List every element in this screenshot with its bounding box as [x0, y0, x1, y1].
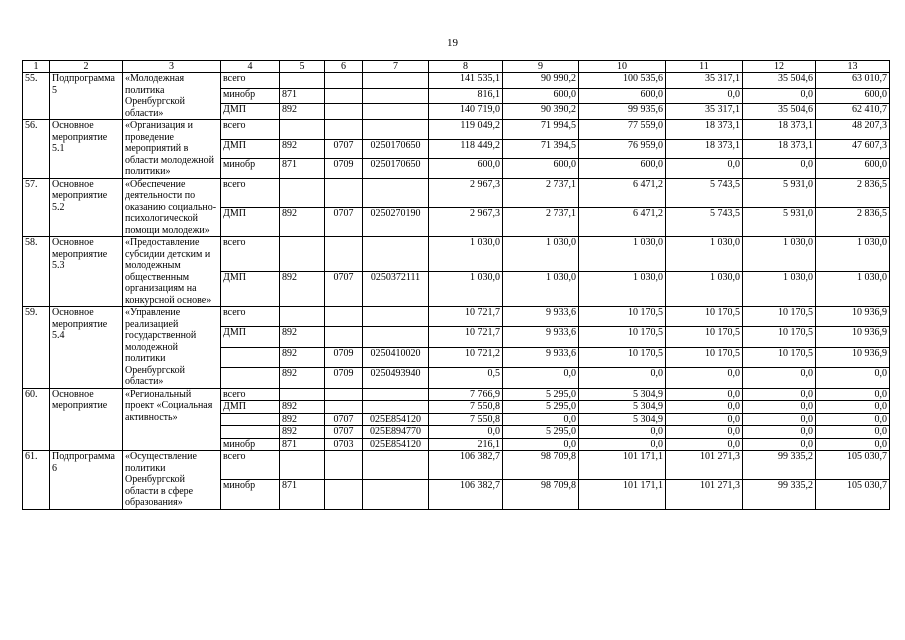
amount-cell: 101 271,3 — [666, 480, 743, 509]
program-name: Основное мероприятие 5.2 — [50, 178, 123, 237]
amount-cell: 77 559,0 — [579, 120, 666, 140]
program-title: «Управление реализацией государственной молодежной политики Оренбургской области» — [123, 307, 221, 389]
program-name: Подпрограмма 6 — [50, 451, 123, 510]
row-number: 55. — [23, 73, 50, 120]
table-row — [23, 120, 890, 140]
amount-cell: 600,0 — [503, 159, 579, 179]
column-number: 13 — [816, 61, 890, 73]
grbs-code-cell: 871 — [280, 438, 325, 451]
amount-cell: 9 933,6 — [503, 347, 579, 367]
amount-cell: 10 170,5 — [743, 327, 816, 347]
column-number-row — [23, 61, 890, 73]
amount-cell: 99 935,6 — [579, 104, 666, 120]
amount-cell: 5 743,5 — [666, 178, 743, 207]
table-row — [23, 178, 890, 207]
target-article-cell — [363, 88, 429, 104]
target-article-cell: 0250493940 — [363, 368, 429, 388]
amount-cell: 0,0 — [579, 426, 666, 439]
column-number: 11 — [666, 61, 743, 73]
amount-cell: 98 709,8 — [503, 480, 579, 509]
grbs-code-cell: 892 — [280, 207, 325, 236]
amount-cell: 2 967,3 — [429, 207, 503, 236]
column-number: 2 — [50, 61, 123, 73]
amount-cell: 6 471,2 — [579, 178, 666, 207]
program-name: Подпрограмма 5 — [50, 73, 123, 120]
grbs-code-cell: 871 — [280, 88, 325, 104]
amount-cell: 0,0 — [666, 388, 743, 401]
amount-cell: 76 959,0 — [579, 139, 666, 159]
amount-cell: 1 030,0 — [816, 272, 890, 307]
amount-cell: 1 030,0 — [503, 237, 579, 272]
amount-cell: 5 295,0 — [503, 401, 579, 414]
amount-cell: 99 335,2 — [743, 480, 816, 509]
column-number: 12 — [743, 61, 816, 73]
amount-cell: 0,0 — [579, 368, 666, 388]
target-article-cell — [363, 237, 429, 272]
amount-cell: 0,0 — [666, 159, 743, 179]
executor-cell: всего — [221, 307, 280, 327]
amount-cell: 10 170,5 — [579, 347, 666, 367]
grbs-code-cell: 892 — [280, 104, 325, 120]
amount-cell: 47 607,3 — [816, 139, 890, 159]
section-code-cell: 0707 — [325, 272, 363, 307]
amount-cell: 106 382,7 — [429, 451, 503, 480]
executor-cell — [221, 368, 280, 388]
amount-cell: 216,1 — [429, 438, 503, 451]
grbs-code-cell: 871 — [280, 480, 325, 509]
executor-cell: ДМП — [221, 327, 280, 347]
amount-cell: 6 471,2 — [579, 207, 666, 236]
row-number: 57. — [23, 178, 50, 237]
amount-cell: 18 373,1 — [743, 120, 816, 140]
amount-cell: 90 990,2 — [503, 73, 579, 89]
amount-cell: 5 304,9 — [579, 388, 666, 401]
amount-cell: 101 271,3 — [666, 451, 743, 480]
column-number: 7 — [363, 61, 429, 73]
amount-cell: 600,0 — [503, 88, 579, 104]
amount-cell: 1 030,0 — [816, 237, 890, 272]
amount-cell: 0,0 — [503, 438, 579, 451]
amount-cell: 0,0 — [503, 413, 579, 426]
amount-cell: 1 030,0 — [429, 272, 503, 307]
amount-cell: 141 535,1 — [429, 73, 503, 89]
row-number: 61. — [23, 451, 50, 510]
program-name: Основное мероприятие 5.4 — [50, 307, 123, 389]
section-code-cell — [325, 451, 363, 480]
executor-cell: ДМП — [221, 272, 280, 307]
section-code-cell — [325, 237, 363, 272]
amount-cell: 63 010,7 — [816, 73, 890, 89]
amount-cell: 35 317,1 — [666, 73, 743, 89]
grbs-code-cell — [280, 237, 325, 272]
table-row — [23, 388, 890, 401]
amount-cell: 600,0 — [579, 88, 666, 104]
section-code-cell: 0709 — [325, 159, 363, 179]
executor-cell: минобр — [221, 159, 280, 179]
amount-cell: 1 030,0 — [503, 272, 579, 307]
column-number: 8 — [429, 61, 503, 73]
executor-cell — [221, 426, 280, 439]
executor-cell: всего — [221, 178, 280, 207]
column-number: 1 — [23, 61, 50, 73]
grbs-code-cell: 892 — [280, 368, 325, 388]
table-row — [23, 237, 890, 272]
target-article-cell: 0250372111 — [363, 272, 429, 307]
target-article-cell — [363, 104, 429, 120]
section-code-cell: 0709 — [325, 347, 363, 367]
amount-cell: 0,0 — [743, 88, 816, 104]
amount-cell: 18 373,1 — [666, 139, 743, 159]
amount-cell: 1 030,0 — [429, 237, 503, 272]
amount-cell: 35 504,6 — [743, 73, 816, 89]
amount-cell: 0,0 — [743, 401, 816, 414]
amount-cell: 600,0 — [429, 159, 503, 179]
amount-cell: 10 936,9 — [816, 327, 890, 347]
amount-cell: 48 207,3 — [816, 120, 890, 140]
amount-cell: 10 170,5 — [579, 307, 666, 327]
budget-table — [22, 60, 890, 510]
amount-cell: 0,0 — [816, 388, 890, 401]
executor-cell: минобр — [221, 480, 280, 509]
amount-cell: 10 170,5 — [666, 347, 743, 367]
program-title: «Организация и проведение мероприятий в области молодежной политики» — [123, 120, 221, 179]
grbs-code-cell — [280, 307, 325, 327]
amount-cell: 0,0 — [743, 159, 816, 179]
executor-cell: минобр — [221, 438, 280, 451]
amount-cell: 5 304,9 — [579, 401, 666, 414]
program-name: Основное мероприятие 5.1 — [50, 120, 123, 179]
grbs-code-cell — [280, 388, 325, 401]
program-name: Основное мероприятие 5.3 — [50, 237, 123, 307]
amount-cell: 0,0 — [816, 368, 890, 388]
target-article-cell — [363, 307, 429, 327]
target-article-cell: 0250170650 — [363, 159, 429, 179]
amount-cell: 7 550,8 — [429, 413, 503, 426]
section-code-cell — [325, 307, 363, 327]
row-number: 59. — [23, 307, 50, 389]
grbs-code-cell: 892 — [280, 327, 325, 347]
section-code-cell: 0707 — [325, 207, 363, 236]
amount-cell: 18 373,1 — [743, 139, 816, 159]
section-code-cell — [325, 120, 363, 140]
column-number: 5 — [280, 61, 325, 73]
grbs-code-cell: 892 — [280, 426, 325, 439]
executor-cell: ДМП — [221, 104, 280, 120]
amount-cell: 1 030,0 — [579, 237, 666, 272]
amount-cell: 10 721,7 — [429, 327, 503, 347]
target-article-cell: 025E854120 — [363, 413, 429, 426]
program-title: «Региональный проект «Социальная активность» — [123, 388, 221, 451]
grbs-code-cell: 892 — [280, 272, 325, 307]
amount-cell: 10 936,9 — [816, 307, 890, 327]
executor-cell: всего — [221, 451, 280, 480]
grbs-code-cell — [280, 73, 325, 89]
section-code-cell — [325, 388, 363, 401]
target-article-cell: 025E894770 — [363, 426, 429, 439]
amount-cell: 5 304,9 — [579, 413, 666, 426]
executor-cell — [221, 347, 280, 367]
target-article-cell — [363, 120, 429, 140]
amount-cell: 0,0 — [666, 88, 743, 104]
executor-cell: ДМП — [221, 401, 280, 414]
table-row — [23, 307, 890, 327]
amount-cell: 10 721,2 — [429, 347, 503, 367]
amount-cell: 0,0 — [743, 426, 816, 439]
amount-cell: 0,0 — [816, 426, 890, 439]
amount-cell: 118 449,2 — [429, 139, 503, 159]
section-code-cell — [325, 480, 363, 509]
target-article-cell: 0250270190 — [363, 207, 429, 236]
grbs-code-cell: 871 — [280, 159, 325, 179]
target-article-cell — [363, 178, 429, 207]
amount-cell: 71 994,5 — [503, 120, 579, 140]
column-number: 4 — [221, 61, 280, 73]
amount-cell: 10 170,5 — [579, 327, 666, 347]
amount-cell: 105 030,7 — [816, 451, 890, 480]
amount-cell: 0,0 — [666, 426, 743, 439]
section-code-cell — [325, 178, 363, 207]
amount-cell: 106 382,7 — [429, 480, 503, 509]
table-row — [23, 73, 890, 89]
section-code-cell: 0703 — [325, 438, 363, 451]
amount-cell: 18 373,1 — [666, 120, 743, 140]
amount-cell: 35 504,6 — [743, 104, 816, 120]
grbs-code-cell — [280, 120, 325, 140]
amount-cell: 600,0 — [579, 159, 666, 179]
executor-cell: всего — [221, 120, 280, 140]
target-article-cell — [363, 480, 429, 509]
amount-cell: 0,0 — [666, 401, 743, 414]
section-code-cell: 0709 — [325, 368, 363, 388]
amount-cell: 5 931,0 — [743, 178, 816, 207]
amount-cell: 1 030,0 — [666, 237, 743, 272]
amount-cell: 0,0 — [579, 438, 666, 451]
target-article-cell — [363, 73, 429, 89]
amount-cell: 0,0 — [666, 438, 743, 451]
amount-cell: 90 390,2 — [503, 104, 579, 120]
amount-cell: 2 836,5 — [816, 178, 890, 207]
row-number: 60. — [23, 388, 50, 451]
amount-cell: 99 335,2 — [743, 451, 816, 480]
amount-cell: 101 171,1 — [579, 480, 666, 509]
program-title: «Молодежная политика Оренбургской области» — [123, 73, 221, 120]
amount-cell: 10 170,5 — [743, 307, 816, 327]
amount-cell: 140 719,0 — [429, 104, 503, 120]
amount-cell: 0,0 — [743, 388, 816, 401]
section-code-cell — [325, 104, 363, 120]
executor-cell: всего — [221, 73, 280, 89]
row-number: 56. — [23, 120, 50, 179]
amount-cell: 10 170,5 — [666, 327, 743, 347]
target-article-cell: 0250170650 — [363, 139, 429, 159]
target-article-cell — [363, 388, 429, 401]
amount-cell: 0,0 — [429, 426, 503, 439]
amount-cell: 71 394,5 — [503, 139, 579, 159]
amount-cell: 105 030,7 — [816, 480, 890, 509]
program-title: «Обеспечение деятельности по оказанию социально-психологической помощи молодежи» — [123, 178, 221, 237]
page-number: 19 — [447, 37, 458, 49]
grbs-code-cell — [280, 178, 325, 207]
program-title: «Предоставление субсидии детским и молодежным общественным организациям на конкурсной основе» — [123, 237, 221, 307]
target-article-cell — [363, 451, 429, 480]
amount-cell: 0,0 — [743, 368, 816, 388]
column-number: 9 — [503, 61, 579, 73]
amount-cell: 1 030,0 — [743, 272, 816, 307]
column-number: 3 — [123, 61, 221, 73]
amount-cell: 9 933,6 — [503, 307, 579, 327]
executor-cell: ДМП — [221, 139, 280, 159]
target-article-cell — [363, 401, 429, 414]
amount-cell: 0,0 — [816, 401, 890, 414]
amount-cell: 10 721,7 — [429, 307, 503, 327]
target-article-cell — [363, 327, 429, 347]
program-title: «Осуществление политики Оренбургской области в сфере образования» — [123, 451, 221, 510]
amount-cell: 2 737,1 — [503, 207, 579, 236]
executor-cell: всего — [221, 237, 280, 272]
amount-cell: 5 295,0 — [503, 388, 579, 401]
section-code-cell — [325, 88, 363, 104]
amount-cell: 5 931,0 — [743, 207, 816, 236]
target-article-cell: 025E854120 — [363, 438, 429, 451]
amount-cell: 0,0 — [743, 413, 816, 426]
grbs-code-cell: 892 — [280, 347, 325, 367]
amount-cell: 600,0 — [816, 159, 890, 179]
amount-cell: 0,5 — [429, 368, 503, 388]
executor-cell: всего — [221, 388, 280, 401]
amount-cell: 2 967,3 — [429, 178, 503, 207]
grbs-code-cell: 892 — [280, 413, 325, 426]
amount-cell: 10 170,5 — [666, 307, 743, 327]
amount-cell: 1 030,0 — [666, 272, 743, 307]
grbs-code-cell: 892 — [280, 401, 325, 414]
amount-cell: 2 836,5 — [816, 207, 890, 236]
amount-cell: 10 936,9 — [816, 347, 890, 367]
column-number: 10 — [579, 61, 666, 73]
section-code-cell: 0707 — [325, 413, 363, 426]
row-number: 58. — [23, 237, 50, 307]
executor-cell: минобр — [221, 88, 280, 104]
grbs-code-cell — [280, 451, 325, 480]
amount-cell: 0,0 — [666, 368, 743, 388]
amount-cell: 0,0 — [666, 413, 743, 426]
target-article-cell: 0250410020 — [363, 347, 429, 367]
amount-cell: 0,0 — [743, 438, 816, 451]
amount-cell: 1 030,0 — [579, 272, 666, 307]
amount-cell: 5 743,5 — [666, 207, 743, 236]
program-name: Основное мероприятие — [50, 388, 123, 451]
amount-cell: 98 709,8 — [503, 451, 579, 480]
amount-cell: 100 535,6 — [579, 73, 666, 89]
amount-cell: 0,0 — [816, 413, 890, 426]
amount-cell: 119 049,2 — [429, 120, 503, 140]
executor-cell — [221, 413, 280, 426]
amount-cell: 62 410,7 — [816, 104, 890, 120]
amount-cell: 9 933,6 — [503, 327, 579, 347]
grbs-code-cell: 892 — [280, 139, 325, 159]
amount-cell: 1 030,0 — [743, 237, 816, 272]
column-number: 6 — [325, 61, 363, 73]
amount-cell: 0,0 — [503, 368, 579, 388]
amount-cell: 7 766,9 — [429, 388, 503, 401]
section-code-cell — [325, 327, 363, 347]
section-code-cell: 0707 — [325, 426, 363, 439]
amount-cell: 7 550,8 — [429, 401, 503, 414]
amount-cell: 600,0 — [816, 88, 890, 104]
amount-cell: 5 295,0 — [503, 426, 579, 439]
amount-cell: 35 317,1 — [666, 104, 743, 120]
section-code-cell — [325, 401, 363, 414]
amount-cell: 0,0 — [816, 438, 890, 451]
section-code-cell — [325, 73, 363, 89]
amount-cell: 101 171,1 — [579, 451, 666, 480]
executor-cell: ДМП — [221, 207, 280, 236]
amount-cell: 2 737,1 — [503, 178, 579, 207]
amount-cell: 10 170,5 — [743, 347, 816, 367]
table-row — [23, 451, 890, 480]
amount-cell: 816,1 — [429, 88, 503, 104]
section-code-cell: 0707 — [325, 139, 363, 159]
